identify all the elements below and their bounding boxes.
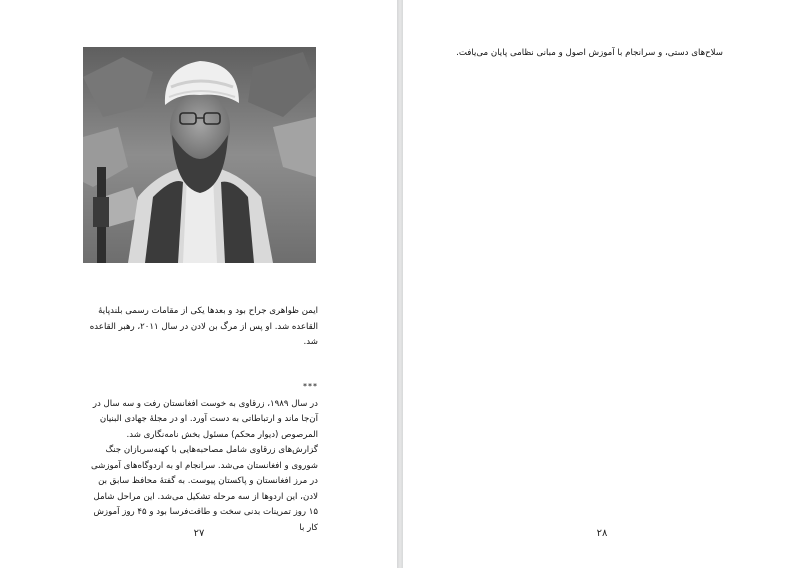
caption-text: ایمن ظواهری جراح بود و بعدها یکی از مقامات رسمی بلندپایهٔ القاعده شد. او پس از مرگ بن لادن در سال ۲۰۱۱، رهبر القاعده شد. bbox=[89, 306, 318, 347]
section-separator: *** bbox=[303, 382, 318, 391]
right-body-text: سلاح‌های دستی، و سرانجام با آموزش اصول و مبانی نظامی پایان می‌یافت. bbox=[456, 48, 723, 58]
left-body bbox=[86, 379, 318, 536]
left-body-text: در سال ۱۹۸۹، زرقاوی به خوست افغانستان رفت و سه سال در آن‌جا ماند و ارتباطاتی به دست آورد. او در مجلهٔ جهادی البنیان المرصوص (دیوار محکم) مسئول بخش نامه‌نگاری شد. گزارش‌های زرقاوی شامل مصاحبه‌هایی با کهنه‌سربازان جنگ شوروی و افغانستان می‌شد. سرانجام او به اردوگاه‌های آموزشی در مرز افغانستان و پاکستان پیوست. به گفتهٔ محافظ سابق بن لادن، این اردوها از سه مرحله تشکیل می‌شد. این مراحل شامل ۱۵ روز تمرینات بدنی سخت و طاقت‌فرسا بود و ۴۵ روز آموزش کار با bbox=[90, 398, 318, 533]
photo-caption bbox=[86, 304, 318, 351]
page-number-left: ۲۷ bbox=[193, 528, 205, 539]
portrait-photo-image bbox=[83, 47, 316, 263]
right-body bbox=[455, 46, 723, 62]
page-number-right: ۲۸ bbox=[596, 528, 608, 539]
portrait-photo bbox=[83, 47, 316, 263]
right-page bbox=[403, 0, 802, 568]
left-page bbox=[0, 0, 397, 568]
